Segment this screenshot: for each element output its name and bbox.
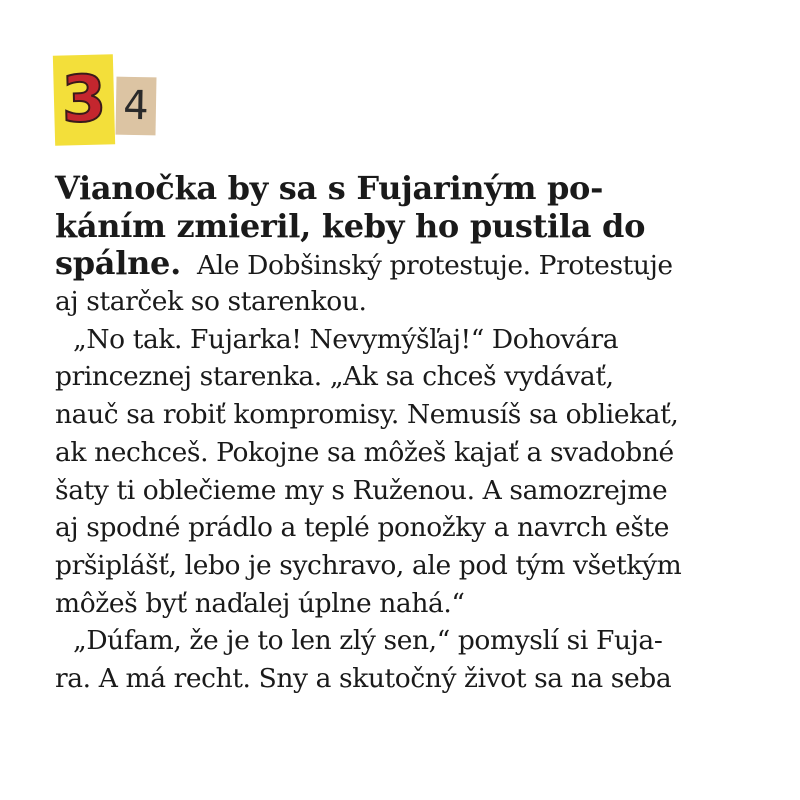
page-number-digit-4: 4 — [115, 77, 156, 136]
body-line: pršiplášť, lebo je sychravo, ale pod tým všetkým — [55, 549, 682, 581]
page-number-digit-3: 3 — [53, 54, 115, 146]
body-line: nauč sa robiť kompromisy. Nemusíš sa obliekať, — [55, 399, 679, 431]
body-line-rest: Ale Dobšinský protestuje. Protestuje — [197, 250, 673, 282]
heading-line-2: káním zmieril, keby ho pustila do — [55, 206, 646, 245]
body-line: ak nechceš. Pokojne sa môžeš kajať a svadobné — [55, 436, 674, 468]
body-line: „No tak. Fujarka! Nevymýšľaj!“ Dohovára — [73, 323, 619, 355]
heading-body-line — [55, 245, 755, 283]
body-line: aj starček so starenkou. — [55, 286, 367, 318]
body-line: aj spodné prádlo a teplé ponožky a navrch ešte — [55, 512, 670, 544]
heading-line-3: spálne. — [55, 244, 181, 283]
heading-line-1: Vianočka by sa s Fujariným po- — [55, 169, 604, 207]
page-number — [54, 55, 164, 145]
body-line: „Dúfam, že je to len zlý sen,“ pomyslí si Fuja- — [73, 625, 663, 657]
body-line: môžeš byť naďalej úplne nahá.“ — [55, 587, 465, 619]
page-text — [55, 170, 755, 698]
body-line: šaty ti oblečieme my s Ruženou. A samozrejme — [55, 474, 668, 506]
body-line: ra. A má recht. Sny a skutočný život sa na seba — [55, 662, 672, 694]
body-line: princeznej starenka. „Ak sa chceš vydávať, — [55, 361, 614, 393]
